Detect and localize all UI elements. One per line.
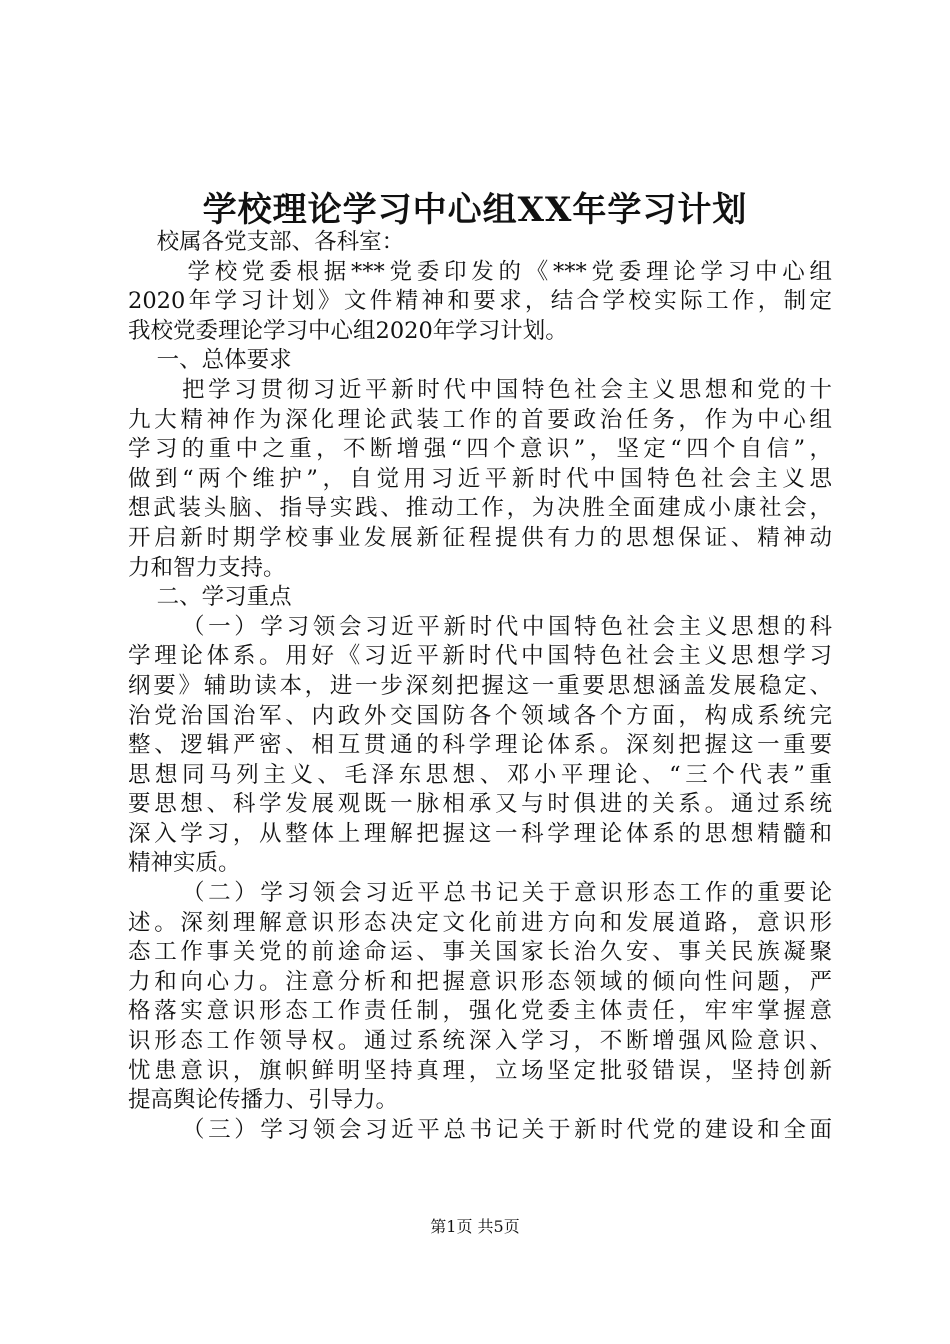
text-line: 做到“两个维护”，自觉用习近平新时代中国特色社会主义思 bbox=[128, 465, 832, 492]
text-line: 态工作事关党的前途命运、事关国家长治久安、事关民族凝聚 bbox=[128, 939, 832, 966]
text-line: 要思想、科学发展观既一脉相承又与时俱进的关系。通过系统 bbox=[128, 791, 832, 818]
text-line: 述。深刻理解意识形态决定文化前进方向和发展道路，意识形 bbox=[128, 909, 832, 936]
text-line: 格落实意识形态工作责任制，强化党委主体责任，牢牢掌握意 bbox=[128, 998, 832, 1025]
text-line: 提高舆论传播力、引导力。 bbox=[128, 1087, 399, 1114]
text-line: 思想同马列主义、毛泽东思想、邓小平理论、“三个代表”重 bbox=[128, 761, 832, 788]
text-line: 深入学习，从整体上理解把握这一科学理论体系的思想精髓和 bbox=[128, 820, 832, 847]
text-line: 整、逻辑严密、相互贯通的科学理论体系。深刻把握这一重要 bbox=[128, 732, 832, 759]
text-line: 一、总体要求 bbox=[156, 347, 292, 374]
text-line: 我校党委理论学习中心组2020年学习计划。 bbox=[128, 317, 568, 344]
page-footer: 第1页 共5页 bbox=[430, 1217, 520, 1236]
text-line: 力和智力支持。 bbox=[128, 554, 286, 581]
text-line: 把学习贯彻习近平新时代中国特色社会主义思想和党的十 bbox=[182, 376, 832, 403]
text-line: 学理论体系。用好《习近平新时代中国特色社会主义思想学习 bbox=[128, 643, 832, 670]
text-line: 学习的重中之重，不断增强“四个意识”，坚定“四个自信”， bbox=[128, 436, 832, 463]
text-line: （一）学习领会习近平新时代中国特色社会主义思想的科 bbox=[182, 613, 832, 640]
text-line: 二、学习重点 bbox=[156, 584, 292, 611]
text-line: 纲要》辅助读本，进一步深刻把握这一重要思想涵盖发展稳定、 bbox=[128, 672, 832, 699]
text-line: 忧患意识，旗帜鲜明坚持真理，立场坚定批驳错误，坚持创新 bbox=[128, 1057, 832, 1084]
text-line: （二）学习领会习近平总书记关于意识形态工作的重要论 bbox=[182, 880, 832, 907]
document-title: 学校理论学习中心组XX年学习计划 bbox=[202, 190, 748, 230]
text-line: （三）学习领会习近平总书记关于新时代党的建设和全面 bbox=[182, 1116, 832, 1143]
text-line: 九大精神作为深化理论武装工作的首要政治任务，作为中心组 bbox=[128, 406, 832, 433]
text-line: 识形态工作领导权。通过系统深入学习，不断增强风险意识、 bbox=[128, 1028, 832, 1055]
text-line: 2020年学习计划》文件精神和要求，结合学校实际工作，制定 bbox=[128, 288, 832, 315]
text-line: 校属各党支部、各科室： bbox=[156, 229, 405, 255]
text-line: 治党治国治军、内政外交国防各个领域各个方面，构成系统完 bbox=[128, 702, 832, 729]
document-body bbox=[128, 228, 832, 1145]
text-line: 想武装头脑、指导实践、推动工作，为决胜全面建成小康社会， bbox=[128, 495, 832, 522]
text-line: 开启新时期学校事业发展新征程提供有力的思想保证、精神动 bbox=[128, 524, 832, 551]
text-line: 精神实质。 bbox=[128, 850, 241, 877]
text-line: 学校党委根据***党委印发的《***党委理论学习中心组 bbox=[187, 258, 832, 285]
text-line: 力和向心力。注意分析和把握意识形态领域的倾向性问题，严 bbox=[128, 968, 832, 995]
